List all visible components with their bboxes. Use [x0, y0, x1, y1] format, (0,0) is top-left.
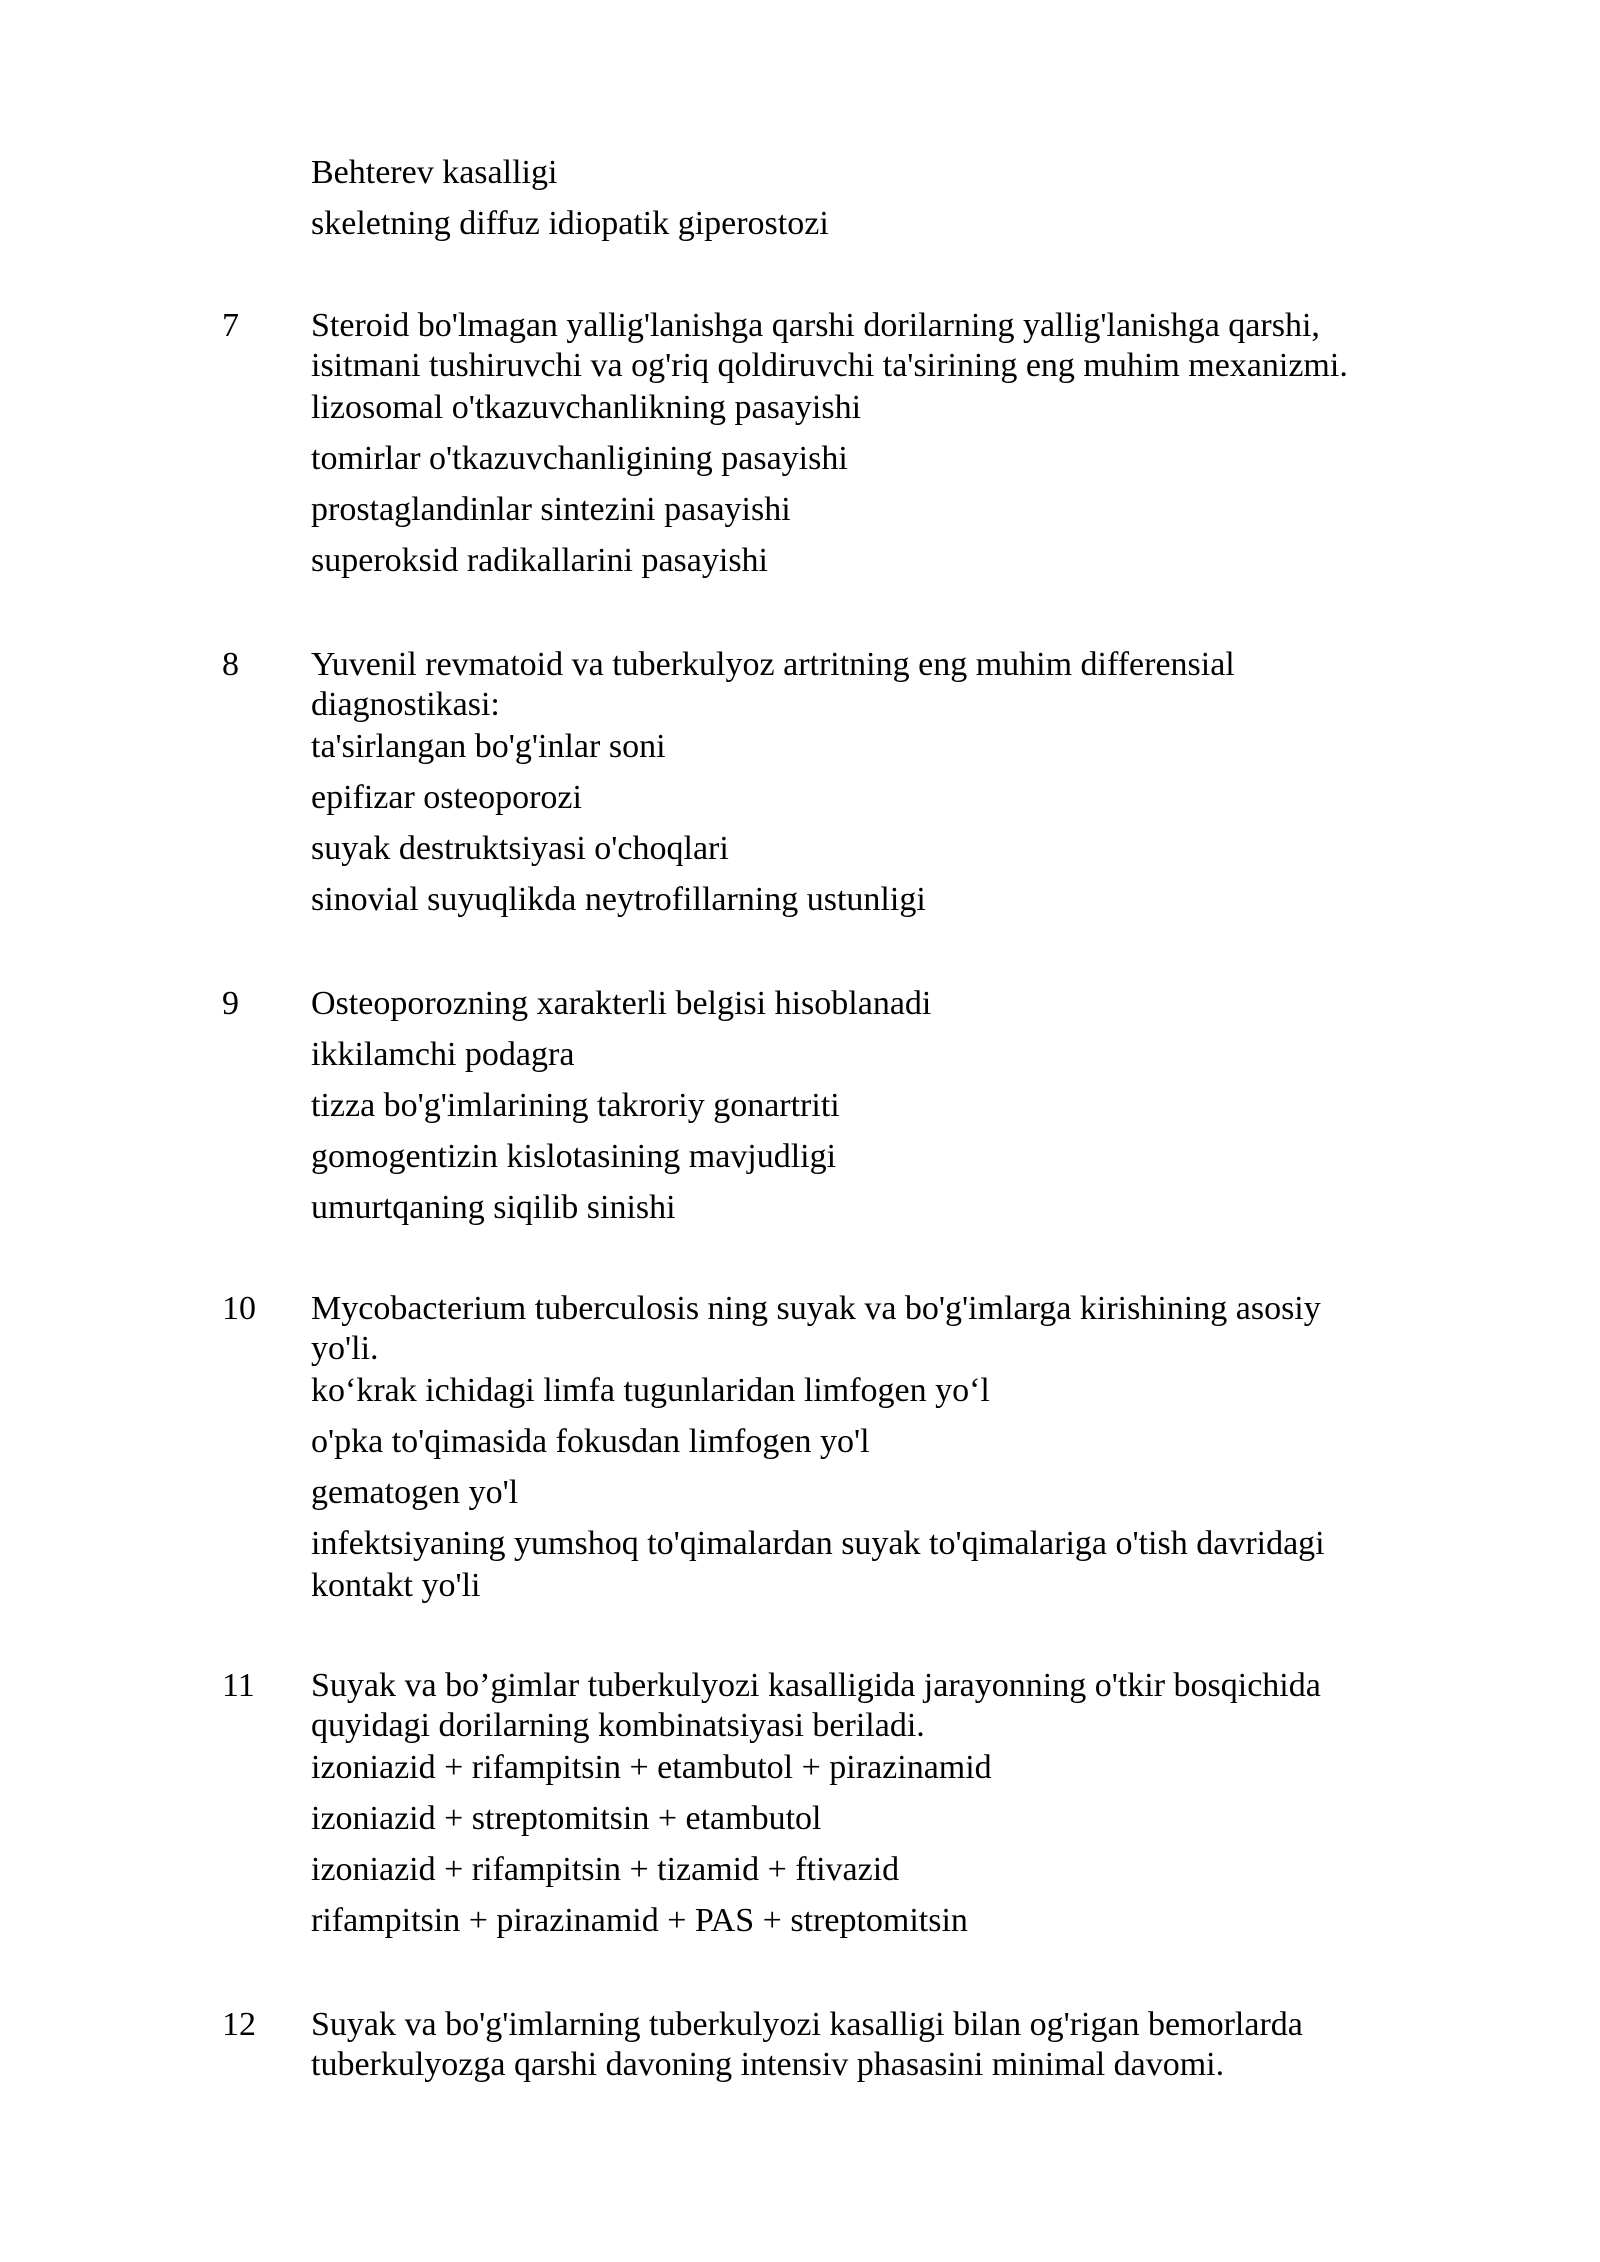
question-body: [311, 1288, 1471, 1616]
question-number: 9: [222, 985, 239, 1022]
question-text-line: tuberkulyozga qarshi davoning intensiv phasasini minimal davomi.: [311, 2046, 1225, 2083]
question-body: [311, 644, 1471, 930]
answer-option: suyak destruktsiyasi o'choqlari: [311, 830, 729, 867]
answer-option: izoniazid + rifampitsin + etambutol + pirazinamid: [311, 1749, 992, 1786]
answer-option: superoksid radikallarini pasayishi: [311, 542, 769, 579]
answer-option: ikkilamchi podagra: [311, 1036, 575, 1073]
answer-option: prostaglandinlar sintezini pasayishi: [311, 491, 791, 528]
answer-option: umurtqaning siqilib sinishi: [311, 1189, 676, 1226]
answer-option: lizosomal o'tkazuvchanlikning pasayishi: [311, 389, 862, 426]
question-number: 11: [222, 1667, 255, 1704]
question-text-line: Osteoporozning xarakterli belgisi hisoblanadi: [311, 985, 932, 1022]
question-body: [311, 1665, 1471, 1951]
question-text-line: quyidagi dorilarning kombinatsiyasi beriladi.: [311, 1707, 925, 1744]
question-body: [311, 983, 1471, 1238]
answer-option: gematogen yo'l: [311, 1474, 519, 1511]
question-text-line: yo'li.: [311, 1330, 379, 1367]
question-number: 7: [222, 307, 239, 344]
answer-option: rifampitsin + pirazinamid + PAS + streptomitsin: [311, 1902, 968, 1939]
answer-option: ko‘krak ichidagi limfa tugunlaridan limfogen yo‘l: [311, 1372, 990, 1409]
question-text-line: isitmani tushiruvchi va og'riq qoldiruvchi ta'sirining eng muhim mexanizmi.: [311, 347, 1348, 384]
answer-option: tizza bo'g'imlarining takroriy gonartriti: [311, 1087, 840, 1124]
answer-option: ta'sirlangan bo'g'inlar soni: [311, 728, 666, 765]
answer-option: sinovial suyuqlikda neytrofillarning ustunligi: [311, 881, 926, 918]
question-text-line: Steroid bo'lmagan yallig'lanishga qarshi dorilarning yallig'lanishga qarshi,: [311, 307, 1320, 344]
answer-option: infektsiyaning yumshoq to'qimalardan suyak to'qimalariga o'tish davridagi kontakt yo'li: [311, 1525, 1325, 1604]
answer-option: skeletning diffuz idiopatik giperostozi: [311, 205, 829, 242]
answer-option: gomogentizin kislotasining mavjudligi: [311, 1138, 837, 1175]
answer-option: Behterev kasalligi: [311, 154, 558, 191]
question-body: [311, 2004, 1471, 2086]
question-body: [311, 305, 1471, 591]
answer-option: izoniazid + rifampitsin + tizamid + ftivazid: [311, 1851, 900, 1888]
question-number: 12: [222, 2006, 256, 2043]
answer-option: izoniazid + streptomitsin + etambutol: [311, 1800, 822, 1837]
answer-option: o'pka to'qimasida fokusdan limfogen yo'l: [311, 1423, 870, 1460]
question-number: 8: [222, 646, 239, 683]
question-text-line: diagnostikasi:: [311, 686, 500, 723]
question-text-line: Suyak va bo’gimlar tuberkulyozi kasalligida jarayonning o'tkir bosqichida: [311, 1667, 1321, 1704]
question-text-line: Yuvenil revmatoid va tuberkulyoz artritning eng muhim differensial: [311, 646, 1235, 683]
answer-option: tomirlar o'tkazuvchanligining pasayishi: [311, 440, 848, 477]
question-text-line: Suyak va bo'g'imlarning tuberkulyozi kasalligi bilan og'rigan bemorlarda: [311, 2006, 1303, 2043]
leading-options: [311, 152, 1461, 254]
answer-option: epifizar osteoporozi: [311, 779, 582, 816]
question-number: 10: [222, 1290, 256, 1327]
question-text-line: Mycobacterium tuberculosis ning suyak va bo'g'imlarga kirishining asosiy: [311, 1290, 1321, 1327]
